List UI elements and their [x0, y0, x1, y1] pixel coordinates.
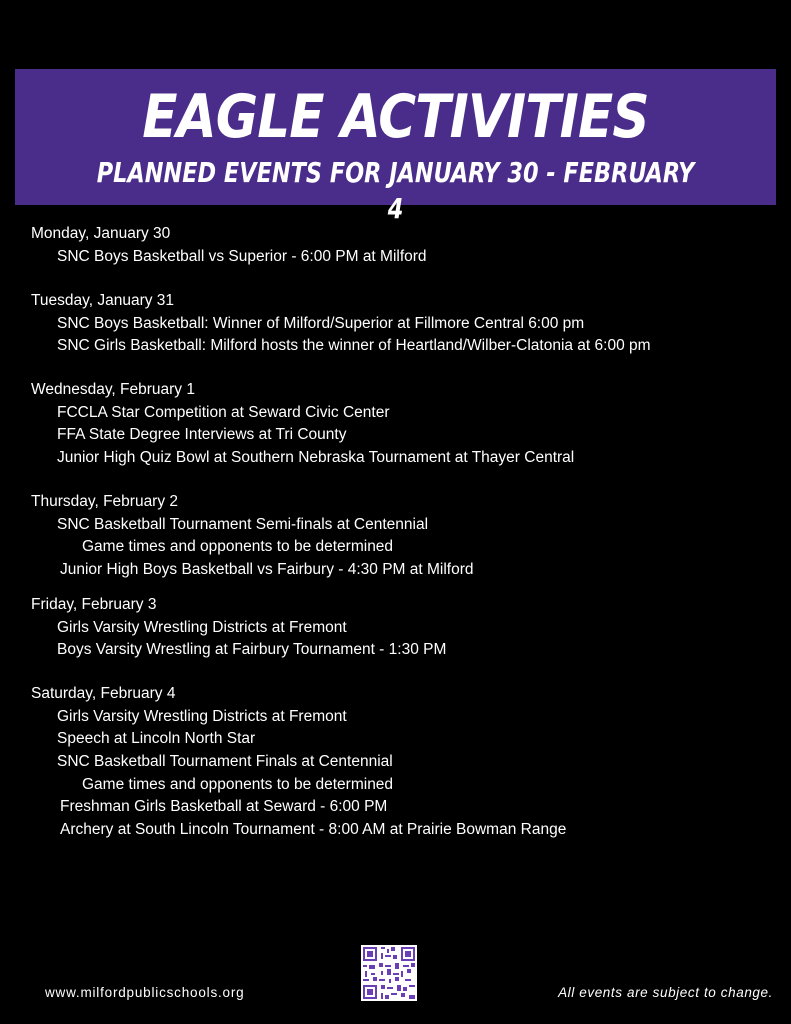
event-item: FFA State Degree Interviews at Tri County — [57, 426, 347, 444]
day-section-saturday — [31, 682, 771, 841]
event-item: Boys Varsity Wrestling at Fairbury Tournament - 1:30 PM — [57, 641, 447, 659]
event-item: Girls Varsity Wrestling Districts at Fremont — [57, 707, 347, 725]
event-item: SNC Boys Basketball: Winner of Milford/Superior at Fillmore Central 6:00 pm — [57, 314, 585, 332]
event-item: Junior High Boys Basketball vs Fairbury - 4:30 PM at Milford — [60, 561, 474, 579]
qr-code-icon[interactable] — [361, 945, 417, 1001]
day-heading: Monday, January 30 — [31, 225, 171, 242]
event-item: SNC Girls Basketball: Milford hosts the winner of Heartland/Wilber-Clatonia at 6:00 pm — [57, 337, 651, 355]
disclaimer-text: All events are subject to change. — [558, 985, 773, 1000]
website-link[interactable]: www.milfordpublicschools.org — [45, 985, 245, 1000]
event-item: SNC Basketball Tournament Finals at Centennial — [57, 753, 393, 771]
event-detail: Game times and opponents to be determined — [82, 775, 394, 793]
page-title: EAGLE ACTIVITIES — [142, 82, 649, 152]
event-item: FCCLA Star Competition at Seward Civic Center — [57, 403, 390, 421]
day-section-wednesday — [31, 378, 771, 469]
day-heading: Friday, February 3 — [31, 596, 157, 613]
event-item: Freshman Girls Basketball at Seward - 6:00 PM — [60, 798, 388, 816]
day-heading: Thursday, February 2 — [31, 493, 179, 510]
event-item: SNC Basketball Tournament Semi-finals at Centennial — [57, 515, 429, 533]
day-section-thursday — [31, 490, 771, 581]
day-section-monday — [31, 222, 771, 267]
event-detail: Game times and opponents to be determined — [82, 538, 394, 556]
day-heading: Tuesday, January 31 — [31, 292, 175, 309]
day-section-friday — [31, 593, 771, 661]
event-item: Junior High Quiz Bowl at Southern Nebraska Tournament at Thayer Central — [57, 449, 575, 467]
event-item: Girls Varsity Wrestling Districts at Fremont — [57, 618, 347, 636]
event-item: SNC Boys Basketball vs Superior - 6:00 PM at Milford — [57, 247, 427, 265]
day-section-tuesday — [31, 289, 771, 357]
event-item: Speech at Lincoln North Star — [57, 730, 256, 748]
day-heading: Saturday, February 4 — [31, 685, 176, 702]
event-item: Archery at South Lincoln Tournament - 8:00 AM at Prairie Bowman Range — [60, 821, 567, 839]
header-banner — [15, 69, 776, 225]
day-heading: Wednesday, February 1 — [31, 381, 195, 398]
page-subtitle: PLANNED EVENTS FOR JANUARY 30 - FEBRUARY 4 — [96, 156, 695, 225]
